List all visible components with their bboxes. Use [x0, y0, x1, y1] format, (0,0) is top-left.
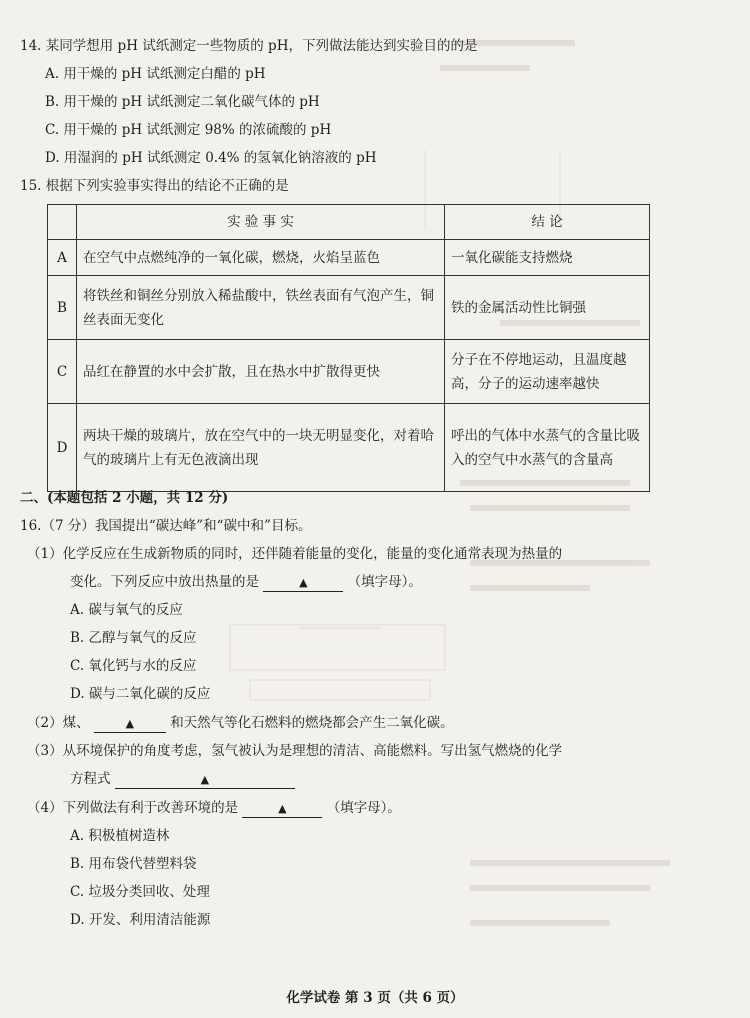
header-conclusion: 结 论 [445, 205, 650, 240]
q16-part1-option-c: C. 氧化钙与水的反应 [70, 658, 197, 674]
q16-part1-option-b: B. 乙醇与氧气的反应 [70, 630, 197, 646]
q16-part2-answer-blank[interactable] [94, 715, 166, 733]
q16-part4 [27, 799, 401, 818]
row-conclusion: 铁的金属活动性比铜强 [445, 276, 650, 340]
q16-part1-suffix: （填字母）。 [347, 574, 422, 590]
answer-mark-icon: ▲ [278, 802, 287, 815]
page-footer: 化学试卷 第 3 页（共 6 页） [286, 990, 464, 1006]
row-conclusion: 呼出的气体中水蒸气的含量比吸入的空气中水蒸气的含量高 [445, 404, 650, 492]
q16-part3-prompt: 方程式 [70, 771, 111, 787]
q15-stem: 15. 根据下列实验事实得出的结论不正确的是 [20, 178, 289, 194]
q14-option-b: B. 用干燥的 pH 试纸测定二氧化碳气体的 pH [45, 94, 320, 110]
q16-part4-option-b: B. 用布袋代替塑料袋 [70, 856, 197, 872]
q16-part1-option-a: A. 碳与氧气的反应 [70, 602, 183, 618]
q16-part4-option-d: D. 开发、利用清洁能源 [70, 912, 211, 928]
answer-mark-icon: ▲ [125, 717, 135, 730]
q16-part2 [27, 714, 454, 733]
q16-part4-option-a: A. 积极植树造林 [70, 828, 170, 844]
q14-stem: 14. 某同学想用 pH 试纸测定一些物质的 pH，下列做法能达到实验目的的是 [20, 38, 478, 54]
table-row [48, 340, 650, 404]
row-fact: 两块干燥的玻璃片，放在空气中的一块无明显变化，对着哈气的玻璃片上有无色液滴出现 [77, 404, 445, 492]
q16-stem: 16.（7 分）我国提出“碳达峰”和“碳中和”目标。 [20, 518, 312, 534]
header-fact: 实 验 事 实 [77, 205, 445, 240]
header-blank [48, 205, 77, 240]
row-conclusion: 一氧化碳能支持燃烧 [445, 240, 650, 276]
q14-option-d: D. 用湿润的 pH 试纸测定 0.4% 的氢氧化钠溶液的 pH [45, 150, 377, 166]
section-2-title: 二、(本题包括 2 小题，共 12 分) [20, 490, 229, 506]
table-row [48, 240, 650, 276]
row-label: C [48, 340, 77, 404]
row-label: D [48, 404, 77, 492]
q16-part4-answer-blank[interactable] [242, 800, 322, 818]
q16-part3-line1: （3）从环境保护的角度考虑，氢气被认为是理想的清洁、高能燃料。写出氢气燃烧的化学 [27, 743, 563, 759]
q16-part1-answer-blank[interactable] [263, 574, 343, 592]
q16-part3-answer-blank[interactable] [115, 771, 295, 789]
q16-part4-prompt: （4）下列做法有利于改善环境的是 [27, 800, 239, 816]
table-row [48, 404, 650, 492]
q16-part1-line1: （1）化学反应在生成新物质的同时，还伴随着能量的变化，能量的变化通常表现为热量的 [27, 546, 563, 562]
row-fact: 品红在静置的水中会扩散，且在热水中扩散得更快 [77, 340, 445, 404]
row-fact: 将铁丝和铜丝分别放入稀盐酸中，铁丝表面有气泡产生，铜丝表面无变化 [77, 276, 445, 340]
answer-mark-icon: ▲ [200, 773, 210, 786]
q16-part2-suffix: 和天然气等化石燃料的燃烧都会产生二氧化碳。 [170, 715, 454, 731]
table-header-row [48, 205, 650, 240]
q16-part1-option-d: D. 碳与二氧化碳的反应 [70, 686, 211, 702]
row-label: A [48, 240, 77, 276]
q16-part3-line2 [70, 770, 295, 789]
q16-part2-prompt: （2）煤、 [27, 715, 90, 731]
q14-option-a: A. 用干燥的 pH 试纸测定白醋的 pH [45, 66, 266, 82]
row-conclusion: 分子在不停地运动，且温度越高，分子的运动速率越快 [445, 340, 650, 404]
q16-part4-suffix: （填字母）。 [326, 800, 401, 816]
q16-part1-line2 [70, 573, 422, 592]
q16-part1-prompt: 变化。下列反应中放出热量的是 [70, 574, 259, 590]
row-fact: 在空气中点燃纯净的一氧化碳，燃烧，火焰呈蓝色 [77, 240, 445, 276]
row-label: B [48, 276, 77, 340]
q14-option-c: C. 用干燥的 pH 试纸测定 98% 的浓硫酸的 pH [45, 122, 332, 138]
q16-part4-option-c: C. 垃圾分类回收、处理 [70, 884, 210, 900]
answer-mark-icon: ▲ [299, 576, 308, 589]
q15-facts-table [47, 204, 650, 492]
table-row [48, 276, 650, 340]
